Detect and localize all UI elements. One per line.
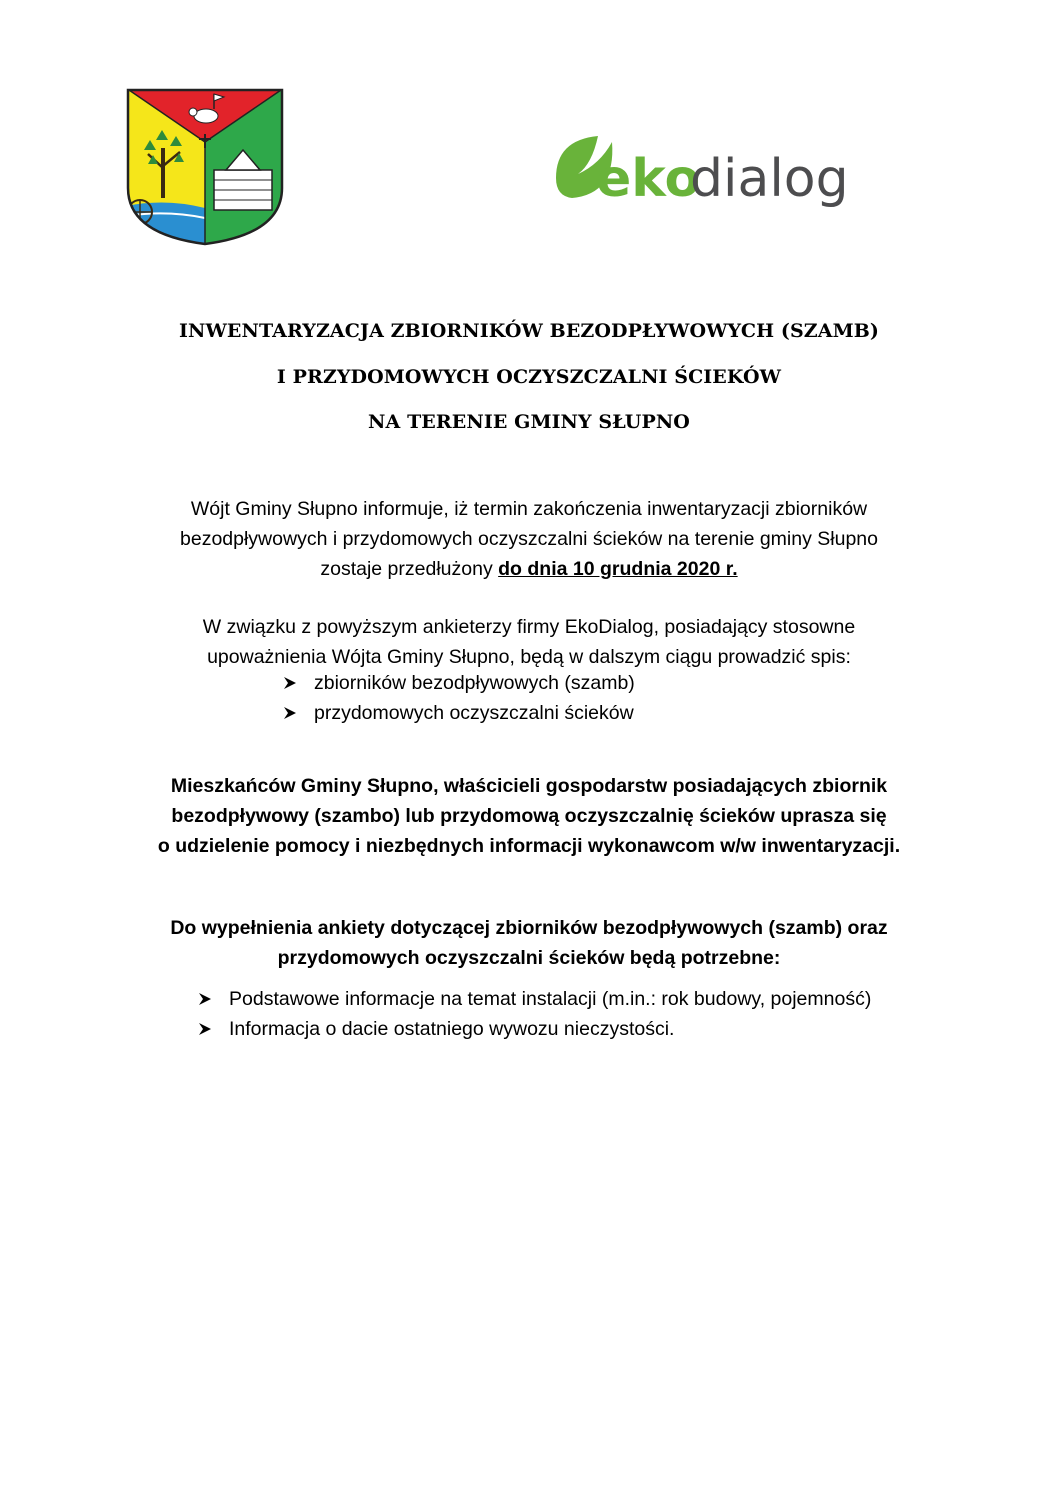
title-line-1: INWENTARYZACJA ZBIORNIKÓW BEZODPŁYWOWYCH (SZAMB)	[179, 320, 879, 342]
arrow-bullet-icon	[198, 992, 212, 1006]
logo-text-eko: eko	[596, 149, 701, 209]
title-line-2: I PRZYDOMOWYCH OCZYSZCZALNI ŚCIEKÓW	[276, 366, 782, 388]
appeal-line-2: bezodpływowy (szambo) lub przydomową oczyszczalnię ścieków uprasza się	[171, 805, 887, 827]
list-item	[198, 1014, 871, 1044]
list-item-text: Podstawowe informacje na temat instalacji (m.in.: rok budowy, pojemność)	[229, 987, 872, 1010]
list-item-text: zbiorników bezodpływowych (szamb)	[314, 671, 635, 694]
list-item	[283, 698, 635, 728]
coat-of-arms-logo	[126, 88, 284, 246]
notice-paragraph	[60, 494, 998, 584]
arrow-bullet-icon	[283, 676, 297, 690]
survey-list	[283, 668, 635, 728]
list-item	[198, 984, 871, 1014]
notice-line-2: bezodpływowych i przydomowych oczyszczalni ścieków na terenie gminy Słupno	[180, 528, 878, 550]
requirements-list	[198, 984, 871, 1044]
notice-line-3	[60, 554, 998, 584]
arrow-bullet-icon	[283, 706, 297, 720]
requirements-paragraph	[60, 913, 998, 973]
list-item	[283, 668, 635, 698]
arrow-bullet-icon	[198, 1022, 212, 1036]
appeal-paragraph	[60, 771, 998, 861]
survey-line-2: upoważnienia Wójta Gminy Słupno, będą w dalszym ciągu prowadzić spis:	[207, 646, 851, 668]
list-item-text: Informacja o dacie ostatniego wywozu nieczystości.	[229, 1017, 675, 1040]
ekodialog-logo	[552, 134, 902, 220]
appeal-line-3: o udzielenie pomocy i niezbędnych informacji wykonawcom w/w inwentaryzacji.	[157, 835, 901, 857]
deadline-date: do dnia 10 grudnia 2020 r.	[498, 558, 738, 580]
requirements-line-1: Do wypełnienia ankiety dotyczącej zbiorników bezodpływowych (szamb) oraz	[170, 917, 888, 939]
requirements-line-2: przydomowych oczyszczalni ścieków będą potrzebne:	[277, 947, 781, 969]
survey-paragraph	[60, 612, 998, 672]
list-item-text: przydomowych oczyszczalni ścieków	[314, 701, 634, 724]
notice-line-1: Wójt Gminy Słupno informuje, iż termin zakończenia inwentaryzacji zbiorników	[190, 498, 868, 520]
title-line-3: NA TERENIE GMINY SŁUPNO	[368, 411, 690, 433]
survey-line-1: W związku z powyższym ankieterzy firmy EkoDialog, posiadający stosowne	[202, 616, 856, 638]
logo-text-dialog: dialog	[690, 149, 849, 209]
appeal-line-1: Mieszkańców Gminy Słupno, właścicieli gospodarstw posiadających zbiornik	[170, 775, 888, 797]
notice-line-3-prefix: zostaje przedłużony	[320, 558, 499, 580]
